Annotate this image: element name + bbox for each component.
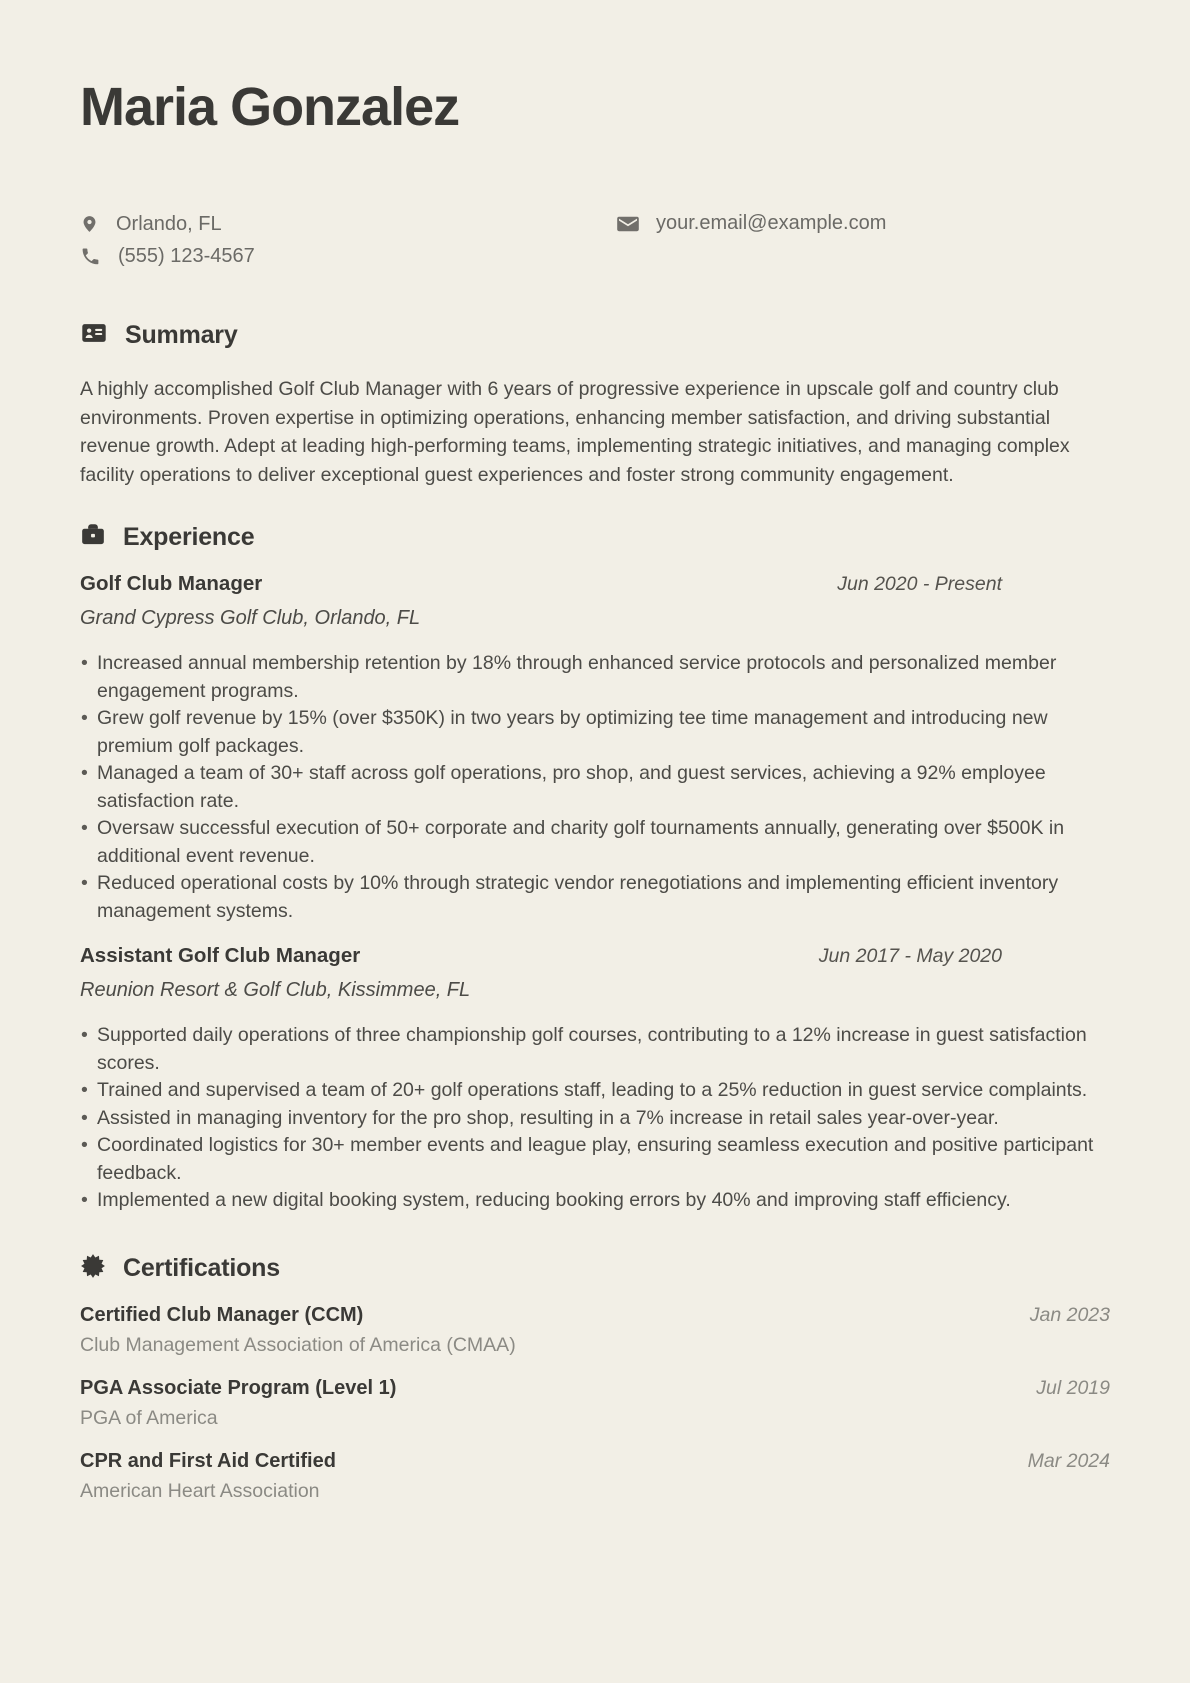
experience-heading: Experience <box>123 523 255 552</box>
cert-entry <box>80 1377 1110 1430</box>
job-bullet: • Grew golf revenue by 15% (over $350K) in two years by optimizing tee time management and introducing new premium golf packages. <box>80 705 1110 760</box>
job-bullet-list <box>80 650 1110 925</box>
contact-location <box>80 212 617 236</box>
cert-entry <box>80 1304 1110 1357</box>
job-bullet: • Assisted in managing inventory for the pro shop, resulting in a 7% increase in retail sales year-over-year. <box>80 1105 1110 1133</box>
experience-section-header <box>80 522 1110 553</box>
summary-text: A highly accomplished Golf Club Manager with 6 years of progressive experience in upscale golf and country club environments. Proven expertise in optimizing operations, enhancing member satisfaction, and driving substantial revenue growth. Adept at leading high-performing teams, implementing strategic initiatives, and managing complex facility operations to deliver exceptional guest experiences and foster strong community engagement. <box>80 378 1070 486</box>
id-card-icon <box>80 320 108 351</box>
page-title: Maria Gonzalez <box>80 77 460 137</box>
cert-date: Mar 2024 <box>1027 1449 1110 1472</box>
cert-issuer: Club Management Association of America (CMAA) <box>80 1333 516 1356</box>
job-bullet: • Trained and supervised a team of 20+ golf operations staff, leading to a 25% reduction in guest service complaints. <box>80 1077 1110 1105</box>
job-company: Grand Cypress Golf Club, Orlando, FL <box>80 607 421 630</box>
envelope-icon <box>617 215 639 233</box>
job-title: Golf Club Manager <box>80 572 263 596</box>
certifications-section-header <box>80 1253 1110 1284</box>
contact-phone-text: (555) 123-4567 <box>118 245 255 268</box>
job-bullet: • Implemented a new digital booking system, reducing booking errors by 40% and improving staff efficiency. <box>80 1187 1110 1215</box>
cert-title: CPR and First Aid Certified <box>80 1449 336 1472</box>
job-entry <box>80 572 1110 925</box>
job-dates: Jun 2017 - May 2020 <box>818 945 1002 968</box>
briefcase-icon <box>80 522 106 553</box>
cert-issuer: American Heart Association <box>80 1479 320 1502</box>
contact-email <box>617 212 1110 235</box>
map-marker-icon <box>80 212 99 236</box>
summary-section-header <box>80 320 1110 351</box>
certifications-heading: Certifications <box>123 1253 280 1282</box>
summary-heading: Summary <box>125 321 238 350</box>
job-bullet: • Oversaw successful execution of 50+ corporate and charity golf tournaments annually, generating over $500K in additional event revenue. <box>80 815 1110 870</box>
cert-entry <box>80 1450 1110 1503</box>
job-bullet: • Managed a team of 30+ staff across golf operations, pro shop, and guest services, achieving a 92% employee satisfaction rate. <box>80 760 1110 815</box>
job-dates: Jun 2020 - Present <box>837 573 1002 596</box>
cert-title: PGA Associate Program (Level 1) <box>80 1376 397 1399</box>
contact-location-text: Orlando, FL <box>116 212 222 235</box>
contact-phone <box>80 245 617 268</box>
job-company: Reunion Resort & Golf Club, Kissimmee, FL <box>80 979 471 1002</box>
contact-email-text: your.email@example.com <box>656 212 887 235</box>
phone-icon <box>80 246 101 267</box>
cert-issuer: PGA of America <box>80 1406 218 1429</box>
job-bullet: • Reduced operational costs by 10% through strategic vendor renegotiations and implementing efficient inventory management systems. <box>80 870 1110 925</box>
job-bullet-list <box>80 1022 1110 1215</box>
cert-date: Jan 2023 <box>1029 1303 1110 1326</box>
cert-date: Jul 2019 <box>1036 1376 1110 1399</box>
job-bullet: • Increased annual membership retention by 18% through enhanced service protocols and personalized member engagement programs. <box>80 650 1110 705</box>
job-entry <box>80 944 1110 1215</box>
job-title: Assistant Golf Club Manager <box>80 944 361 968</box>
cert-title: Certified Club Manager (CCM) <box>80 1303 364 1326</box>
contact-info <box>80 212 1110 268</box>
certificate-icon <box>80 1253 106 1284</box>
job-bullet: • Supported daily operations of three championship golf courses, contributing to a 12% increase in guest satisfaction scores. <box>80 1022 1110 1077</box>
job-bullet: • Coordinated logistics for 30+ member events and league play, ensuring seamless execution and positive participant feedback. <box>80 1132 1110 1187</box>
